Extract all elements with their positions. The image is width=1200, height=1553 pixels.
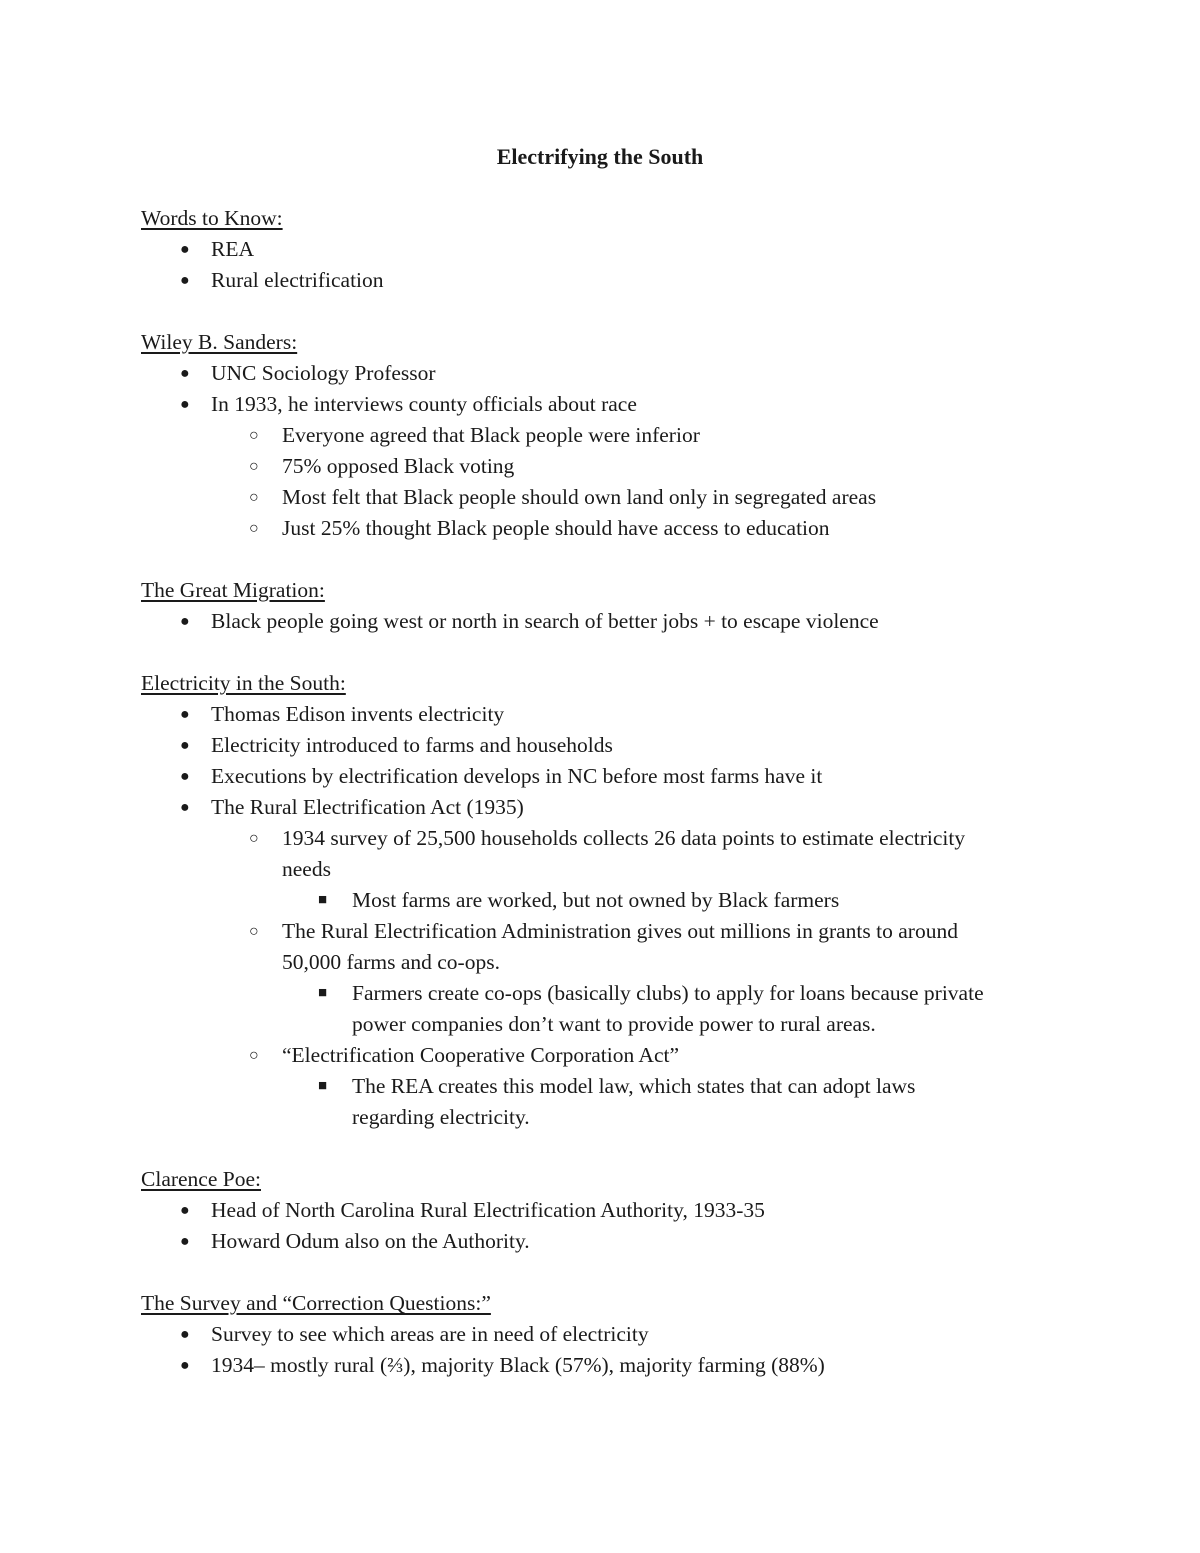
bullet-disc-icon: ●	[180, 1357, 190, 1374]
document-title: Electrifying the South	[496, 144, 704, 169]
bullet-disc-icon: ●	[180, 1202, 190, 1219]
bullet-circle-icon: ○	[249, 489, 259, 506]
bullet-disc-icon: ●	[180, 737, 190, 754]
section-heading-poe: Clarence Poe:	[141, 1167, 261, 1191]
sub-list-item-continuation: needs	[282, 857, 331, 881]
sub-sub-list-item-continuation: power companies don’t want to provide power to rural areas.	[352, 1012, 876, 1036]
sub-list-item: ○ The Rural Electrification Administration gives out millions in grants to around	[141, 916, 1061, 947]
sub-list-item: ○ Everyone agreed that Black people were inferior	[141, 420, 1061, 451]
bullet-circle-icon: ○	[249, 458, 259, 475]
section-heading-migration: The Great Migration:	[141, 578, 325, 602]
list-item: ● 1934– mostly rural (⅔), majority Black (57%), majority farming (88%)	[141, 1350, 1061, 1381]
bullet-square-icon: ■	[318, 1078, 328, 1094]
bullet-disc-icon: ●	[180, 365, 190, 382]
section-heading-sanders: Wiley B. Sanders:	[141, 330, 298, 354]
sub-list-item: ○ Just 25% thought Black people should have access to education	[141, 513, 1061, 544]
sub-sub-list-item: ■ Farmers create co-ops (basically clubs) to apply for loans because private	[141, 978, 1061, 1009]
bullet-circle-icon: ○	[249, 923, 259, 940]
bullet-disc-icon: ●	[180, 1233, 190, 1250]
bullet-disc-icon: ●	[180, 799, 190, 816]
bullet-disc-icon: ●	[180, 241, 190, 258]
bullet-disc-icon: ●	[180, 1326, 190, 1343]
sub-list-item: ○ “Electrification Cooperative Corporation Act”	[141, 1040, 1061, 1071]
sub-list-item: ○ Most felt that Black people should own land only in segregated areas	[141, 482, 1061, 513]
sub-sub-list-item: ■ Most farms are worked, but not owned by Black farmers	[141, 885, 1061, 916]
sub-sub-list-item-continuation: regarding electricity.	[352, 1105, 530, 1129]
bullet-square-icon: ■	[318, 892, 328, 908]
bullet-disc-icon: ●	[180, 396, 190, 413]
section-heading-words: Words to Know:	[141, 206, 283, 230]
bullet-disc-icon: ●	[180, 706, 190, 723]
document-body	[141, 203, 1061, 1381]
list-item: ● Howard Odum also on the Authority.	[141, 1226, 1061, 1257]
bullet-disc-icon: ●	[180, 768, 190, 785]
list-item: ● Rural electrification	[141, 265, 1061, 296]
section-heading-survey: The Survey and “Correction Questions:”	[141, 1291, 491, 1315]
bullet-circle-icon: ○	[249, 427, 259, 444]
list-item: ● Electricity introduced to farms and households	[141, 730, 1061, 761]
section-heading-electricity: Electricity in the South:	[141, 671, 346, 695]
bullet-disc-icon: ●	[180, 272, 190, 289]
list-item: ● Black people going west or north in search of better jobs + to escape violence	[141, 606, 1061, 637]
list-item: ● UNC Sociology Professor	[141, 358, 1061, 389]
sub-list-item: ○ 1934 survey of 25,500 households collects 26 data points to estimate electricity	[141, 823, 1061, 854]
list-item: ● REA	[141, 234, 1061, 265]
sub-list-item-continuation: 50,000 farms and co-ops.	[282, 950, 500, 974]
list-item: ● Thomas Edison invents electricity	[141, 699, 1061, 730]
list-item: ● Head of North Carolina Rural Electrification Authority, 1933-35	[141, 1195, 1061, 1226]
bullet-circle-icon: ○	[249, 520, 259, 537]
bullet-circle-icon: ○	[249, 830, 259, 847]
list-item: ● Executions by electrification develops in NC before most farms have it	[141, 761, 1061, 792]
bullet-square-icon: ■	[318, 985, 328, 1001]
list-item: ● Survey to see which areas are in need of electricity	[141, 1319, 1061, 1350]
sub-list-item: ○ 75% opposed Black voting	[141, 451, 1061, 482]
list-item: ● The Rural Electrification Act (1935)	[141, 792, 1061, 823]
bullet-disc-icon: ●	[180, 613, 190, 630]
bullet-circle-icon: ○	[249, 1047, 259, 1064]
list-item: ● In 1933, he interviews county officials about race	[141, 389, 1061, 420]
sub-sub-list-item: ■ The REA creates this model law, which states that can adopt laws	[141, 1071, 1061, 1102]
